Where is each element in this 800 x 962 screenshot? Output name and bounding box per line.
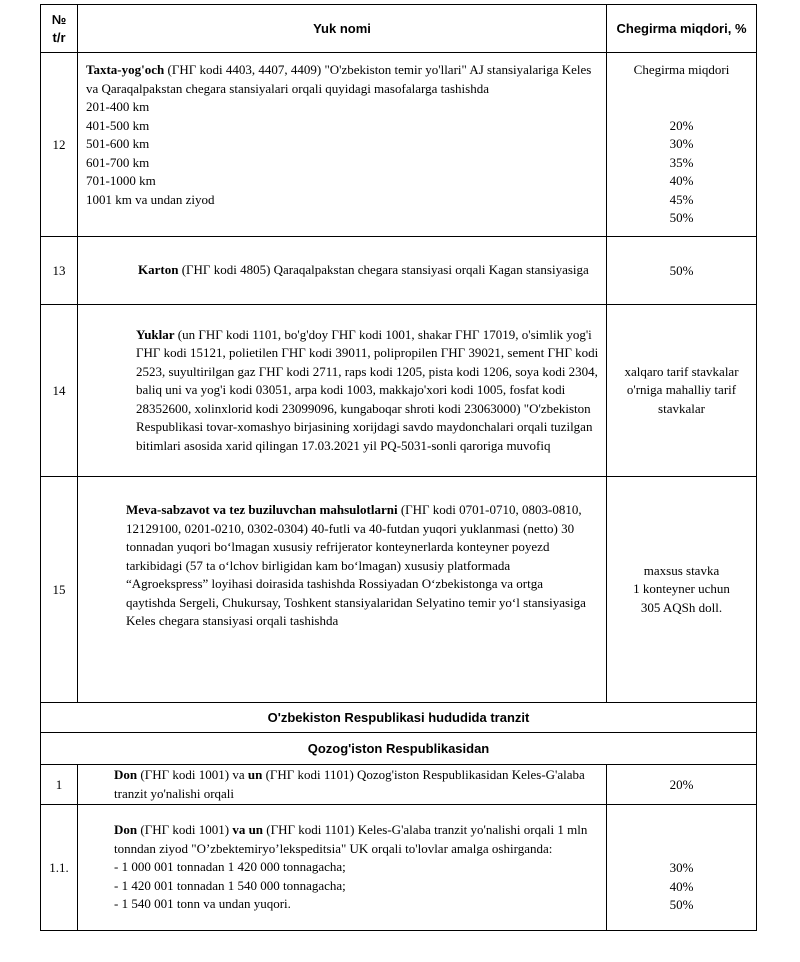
range-item: 601-700 km [86, 154, 150, 170]
row-discount [607, 805, 757, 931]
row-discount: maxsus stavka 1 konteyner uchun 305 AQSh doll. [607, 477, 757, 703]
row-number: 15 [41, 477, 78, 703]
discount-head: Chegirma miqdori [633, 62, 730, 77]
cargo-text: (ГНГ kodi 1001) va [137, 767, 248, 782]
cargo-title: Don [114, 822, 138, 838]
range-item: 401-500 km [86, 117, 150, 133]
row-description [78, 477, 607, 703]
range-item: 501-600 km [86, 136, 150, 151]
row-description [78, 305, 607, 477]
cargo-text: (ГНГ kodi 4403, 4407, 4409) "O'zbekiston temir yo'llari" AJ stansiyalariga Keles va Qaraqalpakstan chegara stansiyalari orqali quyidagi masofalarga tashishda [86, 62, 592, 96]
row-number: 1.1. [41, 805, 78, 931]
section-kazakhstan: Qozog'iston Respublikasidan [41, 733, 757, 765]
header-num: № t/r [41, 5, 78, 53]
cargo-title: Taxta-yog'och [86, 62, 165, 77]
cargo-text: (un ГНГ kodi 1101, bo'g'doy ГНГ kodi 1001, shakar ГНГ 17019, o'simlik yog'i ГНГ kodi 15121, polietilen ГНГ kodi 39011, polipropilen ГНГ 39021, sement ГНГ kodi 2523, suyultirilgan gaz ГНГ kodi 2711, raps kodi 1205, pista kodi 1206, soya kodi 2304, baliq uni va yog'i kodi 03051, arpa kodi 1003, makkajo'xori kodi 1005, fosfat kodi 28352600, xolinxlorid kodi 23099096, kungaboqar shroti kodi 23063000) "O'zbekiston Respublikasi tovar-xomashyo birjasining xorijdagi savdo maydonchalari orqali tuzilgan bitimlari asosida xarid qilingan 17.03.2021 yil PQ-5031-sonli qaroriga muvofiq [136, 326, 599, 453]
table-row [41, 477, 757, 703]
tonnage-item: - 1 540 001 tonn va undan yuqori. [114, 896, 291, 912]
discount-value: 35% [669, 154, 694, 170]
table-row [41, 53, 757, 237]
cargo-title: va un [232, 822, 264, 838]
cargo-title: Yuklar [136, 326, 175, 342]
row-description [78, 765, 607, 805]
row-number: 1 [41, 765, 78, 805]
discount-value: 20% [669, 117, 694, 133]
discount-value: 50% [669, 897, 694, 912]
row-description [78, 237, 607, 305]
table-row [41, 237, 757, 305]
header-name: Yuk nomi [78, 5, 607, 53]
discount-value: 30% [669, 136, 694, 151]
table-row [41, 765, 757, 805]
tariff-table [40, 4, 757, 931]
section-row [41, 733, 757, 765]
section-row [41, 703, 757, 733]
range-item: 1001 km va undan ziyod [86, 191, 215, 207]
row-discount: 20% [607, 765, 757, 805]
tonnage-item: - 1 000 001 tonnadan 1 420 000 tonnagacha; [114, 859, 346, 875]
discount-value: 50% [669, 210, 694, 225]
cargo-title: Karton [138, 262, 179, 278]
row-discount: xalqaro tarif stavkalar o'rniga mahalliy tarif stavkalar [607, 305, 757, 477]
cargo-text: (ГНГ kodi 1101) Qozog'iston Respublikasidan Keles-G'alaba tranzit yo'nalishi orqali [114, 767, 585, 801]
cargo-text: (ГНГ kodi 4805) Qaraqalpakstan chegara stansiyasi orqali Kagan stansiyasiga [178, 262, 589, 278]
row-description [78, 805, 607, 931]
row-number: 13 [41, 237, 78, 305]
range-item: 701-1000 km [86, 173, 156, 188]
cargo-title: un [247, 767, 263, 782]
range-item: 201-400 km [86, 99, 150, 114]
discount-value: 40% [669, 173, 694, 188]
cargo-text: (ГНГ kodi 1101) Keles-G'alaba tranzit yo'nalishi orqali 1 mln tonndan ziyod "O’zbektemiryo’lekspeditsia" UK orqali to'lovlar amalga oshirganda: [114, 822, 588, 856]
table-row [41, 805, 757, 931]
cargo-text: (ГНГ kodi 0701-0710, 0803-0810, 12129100, 0201-0210, 0302-0304) 40-futli va 40-futdan yuqori yuklanmasi (netto) 30 tonnadan yuqori bo‘lmagan xususiy refrijerator konteynerlarda konteyner poyezd tarkibidagi (57 ta o‘lchov birligidan kam bo‘lmagan) xususiy platformada “Agroekspress” loyihasi doirasida tashishda Rossiyadan O‘zbekistonga va ortga qaytishda Sergeli, Chukursay, Toshkent stansiyalaridan Selyatino temir yo‘l stansiyasiga Keles chegara stansiyasi orqali tashishda [126, 502, 586, 628]
row-number: 14 [41, 305, 78, 477]
row-discount [607, 53, 757, 237]
cargo-title: Don [114, 767, 138, 782]
cargo-title: Meva-sabzavot va tez buziluvchan mahsulotlarni [126, 502, 398, 517]
tonnage-item: - 1 420 001 tonnadan 1 540 000 tonnagacha; [114, 877, 346, 893]
row-discount: 50% [607, 237, 757, 305]
row-description [78, 53, 607, 237]
discount-value: 40% [669, 878, 694, 894]
row-number: 12 [41, 53, 78, 237]
discount-value: 30% [669, 860, 694, 875]
cargo-text: (ГНГ kodi 1001) [137, 822, 233, 838]
section-transit: O'zbekiston Respublikasi hududida tranzit [41, 703, 757, 733]
table-row [41, 305, 757, 477]
discount-value: 45% [669, 191, 694, 207]
header-discount: Chegirma miqdori, % [607, 5, 757, 53]
header-row [41, 5, 757, 53]
